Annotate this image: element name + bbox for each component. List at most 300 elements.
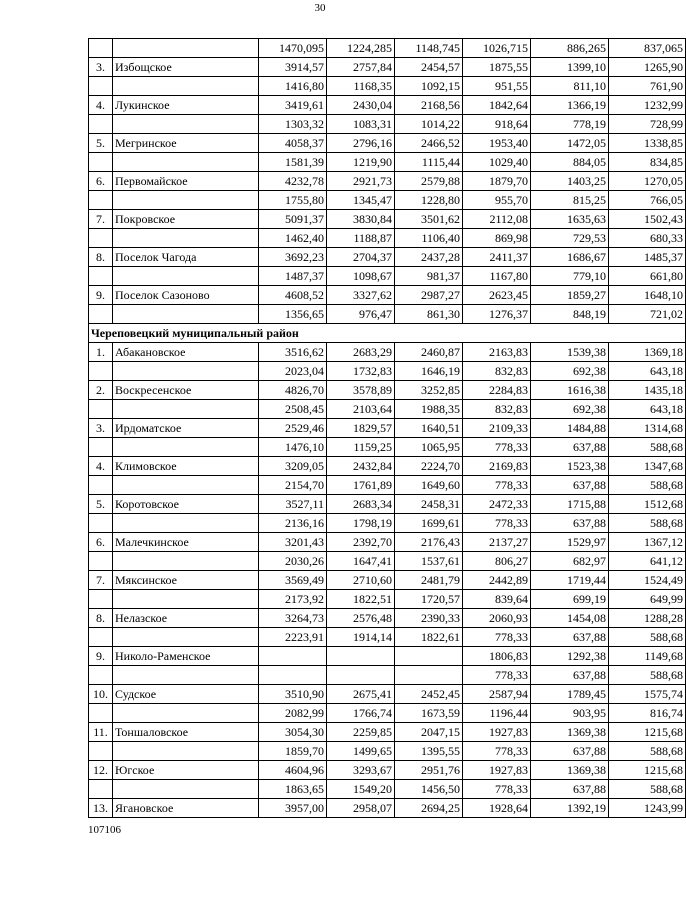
value-cell: 1822,51 <box>327 590 395 609</box>
value-cell: 3527,11 <box>259 495 327 514</box>
value-cell: 643,18 <box>609 362 686 381</box>
settlement-name <box>113 191 259 210</box>
value-cell: 1369,38 <box>531 723 609 742</box>
page-number: 30 <box>314 2 326 14</box>
value-cell: 1148,745 <box>395 39 463 58</box>
value-cell: 918,64 <box>463 115 531 134</box>
value-cell: 2529,46 <box>259 419 327 438</box>
value-cell: 839,64 <box>463 590 531 609</box>
value-cell: 588,68 <box>609 514 686 533</box>
value-cell: 2154,70 <box>259 476 327 495</box>
value-cell: 837,065 <box>609 39 686 58</box>
value-cell: 1512,68 <box>609 495 686 514</box>
value-cell: 2796,16 <box>327 134 395 153</box>
settlement-name: Нелазское <box>113 609 259 628</box>
value-cell: 1014,22 <box>395 115 463 134</box>
value-cell: 1029,40 <box>463 153 531 172</box>
row-number: 8. <box>89 609 113 628</box>
value-cell: 2683,29 <box>327 343 395 362</box>
value-cell: 1303,32 <box>259 115 327 134</box>
value-cell: 2112,08 <box>463 210 531 229</box>
settlement-name: Николо-Раменское <box>113 647 259 666</box>
table-row <box>89 723 686 742</box>
value-cell: 3264,73 <box>259 609 327 628</box>
value-cell: 1314,68 <box>609 419 686 438</box>
table-row <box>89 476 686 495</box>
row-number: 9. <box>89 286 113 305</box>
row-number: 5. <box>89 495 113 514</box>
value-cell: 1485,37 <box>609 248 686 267</box>
value-cell: 1215,68 <box>609 723 686 742</box>
value-cell: 3830,84 <box>327 210 395 229</box>
row-number: 3. <box>89 58 113 77</box>
value-cell: 2757,84 <box>327 58 395 77</box>
value-cell: 1356,65 <box>259 305 327 324</box>
value-cell: 766,05 <box>609 191 686 210</box>
value-cell: 637,88 <box>531 438 609 457</box>
table-row <box>89 229 686 248</box>
settlement-name: Климовское <box>113 457 259 476</box>
value-cell: 1149,68 <box>609 647 686 666</box>
value-cell: 1369,18 <box>609 343 686 362</box>
value-cell: 1167,80 <box>463 267 531 286</box>
row-number <box>89 305 113 324</box>
value-cell: 1523,38 <box>531 457 609 476</box>
table-row <box>89 666 686 685</box>
value-cell: 1470,095 <box>259 39 327 58</box>
value-cell: 779,10 <box>531 267 609 286</box>
settlement-name: Ирдоматское <box>113 419 259 438</box>
value-cell: 649,99 <box>609 590 686 609</box>
table-row <box>89 590 686 609</box>
value-cell: 2390,33 <box>395 609 463 628</box>
settlement-name: Воскресенское <box>113 381 259 400</box>
row-number <box>89 780 113 799</box>
row-number <box>89 191 113 210</box>
value-cell: 1581,39 <box>259 153 327 172</box>
value-cell: 834,85 <box>609 153 686 172</box>
value-cell: 1502,43 <box>609 210 686 229</box>
value-cell: 729,53 <box>531 229 609 248</box>
value-cell: 1806,83 <box>463 647 531 666</box>
table-row <box>89 400 686 419</box>
value-cell: 1232,99 <box>609 96 686 115</box>
value-cell: 588,68 <box>609 780 686 799</box>
table-row <box>89 153 686 172</box>
value-cell: 2704,37 <box>327 248 395 267</box>
value-cell: 1224,285 <box>327 39 395 58</box>
settlement-name: Тоншаловское <box>113 723 259 742</box>
value-cell: 588,68 <box>609 666 686 685</box>
settlement-name <box>113 362 259 381</box>
value-cell: 2023,04 <box>259 362 327 381</box>
row-number <box>89 153 113 172</box>
settlement-name: Первомайское <box>113 172 259 191</box>
table-row <box>89 362 686 381</box>
value-cell: 1083,31 <box>327 115 395 134</box>
value-cell: 3501,62 <box>395 210 463 229</box>
value-cell: 1270,05 <box>609 172 686 191</box>
settlement-name <box>113 514 259 533</box>
value-cell: 976,47 <box>327 305 395 324</box>
value-cell: 721,02 <box>609 305 686 324</box>
value-cell: 778,33 <box>463 780 531 799</box>
value-cell: 951,55 <box>463 77 531 96</box>
row-number <box>89 514 113 533</box>
value-cell: 2060,93 <box>463 609 531 628</box>
value-cell <box>327 647 395 666</box>
value-cell: 692,38 <box>531 400 609 419</box>
settlement-name <box>113 742 259 761</box>
value-cell: 5091,37 <box>259 210 327 229</box>
settlement-name <box>113 153 259 172</box>
value-cell: 811,10 <box>531 77 609 96</box>
value-cell: 1699,61 <box>395 514 463 533</box>
value-cell: 637,88 <box>531 476 609 495</box>
row-number: 11. <box>89 723 113 742</box>
value-cell: 1484,88 <box>531 419 609 438</box>
value-cell: 1416,80 <box>259 77 327 96</box>
value-cell: 778,33 <box>463 438 531 457</box>
value-cell: 637,88 <box>531 628 609 647</box>
value-cell: 778,33 <box>463 742 531 761</box>
value-cell <box>327 666 395 685</box>
row-number <box>89 628 113 647</box>
value-cell: 3054,30 <box>259 723 327 742</box>
value-cell: 884,05 <box>531 153 609 172</box>
settlement-name <box>113 552 259 571</box>
value-cell: 3419,61 <box>259 96 327 115</box>
value-cell: 4232,78 <box>259 172 327 191</box>
value-cell: 4604,96 <box>259 761 327 780</box>
settlement-name <box>113 267 259 286</box>
value-cell: 2168,56 <box>395 96 463 115</box>
value-cell: 2437,28 <box>395 248 463 267</box>
value-cell: 2694,25 <box>395 799 463 818</box>
row-number: 6. <box>89 172 113 191</box>
value-cell: 2173,92 <box>259 590 327 609</box>
value-cell: 806,27 <box>463 552 531 571</box>
settlement-name: Поселок Чагода <box>113 248 259 267</box>
settlement-name <box>113 590 259 609</box>
table-row <box>89 343 686 362</box>
value-cell: 1673,59 <box>395 704 463 723</box>
value-cell: 2392,70 <box>327 533 395 552</box>
row-number: 10. <box>89 685 113 704</box>
row-number: 3. <box>89 419 113 438</box>
row-number <box>89 229 113 248</box>
value-cell: 1647,41 <box>327 552 395 571</box>
value-cell <box>395 666 463 685</box>
table-row <box>89 134 686 153</box>
table-row <box>89 552 686 571</box>
value-cell: 1766,74 <box>327 704 395 723</box>
value-cell: 692,38 <box>531 362 609 381</box>
value-cell: 2223,91 <box>259 628 327 647</box>
value-cell: 1953,40 <box>463 134 531 153</box>
value-cell: 1842,64 <box>463 96 531 115</box>
value-cell: 2136,16 <box>259 514 327 533</box>
value-cell: 2452,45 <box>395 685 463 704</box>
table-row <box>89 761 686 780</box>
value-cell: 637,88 <box>531 666 609 685</box>
value-cell: 1859,27 <box>531 286 609 305</box>
settlement-name <box>113 400 259 419</box>
value-cell: 1159,25 <box>327 438 395 457</box>
row-number: 7. <box>89 210 113 229</box>
value-cell: 3569,49 <box>259 571 327 590</box>
value-cell: 1369,38 <box>531 761 609 780</box>
table-row <box>89 704 686 723</box>
table-row <box>89 210 686 229</box>
value-cell: 1403,25 <box>531 172 609 191</box>
value-cell: 637,88 <box>531 742 609 761</box>
value-cell: 3201,43 <box>259 533 327 552</box>
value-cell: 1829,57 <box>327 419 395 438</box>
row-number <box>89 400 113 419</box>
value-cell: 1215,68 <box>609 761 686 780</box>
value-cell: 3327,62 <box>327 286 395 305</box>
value-cell: 816,74 <box>609 704 686 723</box>
value-cell: 637,88 <box>531 514 609 533</box>
table-row <box>89 39 686 58</box>
settlement-name <box>113 39 259 58</box>
value-cell: 1106,40 <box>395 229 463 248</box>
value-cell: 2683,34 <box>327 495 395 514</box>
value-cell: 2169,83 <box>463 457 531 476</box>
row-number <box>89 267 113 286</box>
settlement-name <box>113 229 259 248</box>
table-row <box>89 514 686 533</box>
settlement-name: Коротовское <box>113 495 259 514</box>
value-cell: 1345,47 <box>327 191 395 210</box>
value-cell: 3209,05 <box>259 457 327 476</box>
value-cell: 680,33 <box>609 229 686 248</box>
row-number: 1. <box>89 343 113 362</box>
settlement-name: Покровское <box>113 210 259 229</box>
value-cell: 2958,07 <box>327 799 395 818</box>
table-row <box>89 419 686 438</box>
value-cell: 1914,14 <box>327 628 395 647</box>
table-row <box>89 780 686 799</box>
row-number: 9. <box>89 647 113 666</box>
settlement-name: Лукинское <box>113 96 259 115</box>
value-cell: 3692,23 <box>259 248 327 267</box>
value-cell: 981,37 <box>395 267 463 286</box>
table-row <box>89 647 686 666</box>
table-row <box>89 609 686 628</box>
table-row <box>89 571 686 590</box>
value-cell: 588,68 <box>609 438 686 457</box>
row-number <box>89 362 113 381</box>
value-cell: 2454,57 <box>395 58 463 77</box>
value-cell: 1928,64 <box>463 799 531 818</box>
table-row <box>89 438 686 457</box>
value-cell: 1228,80 <box>395 191 463 210</box>
settlement-name: Мегринское <box>113 134 259 153</box>
value-cell: 955,70 <box>463 191 531 210</box>
row-number <box>89 590 113 609</box>
settlement-name <box>113 115 259 134</box>
value-cell: 643,18 <box>609 400 686 419</box>
table-row <box>89 191 686 210</box>
value-cell: 1719,44 <box>531 571 609 590</box>
table-row <box>89 286 686 305</box>
value-cell: 2466,52 <box>395 134 463 153</box>
value-cell: 1288,28 <box>609 609 686 628</box>
value-cell: 761,90 <box>609 77 686 96</box>
value-cell: 2163,83 <box>463 343 531 362</box>
value-cell: 778,33 <box>463 628 531 647</box>
row-number: 4. <box>89 457 113 476</box>
value-cell <box>395 647 463 666</box>
settlement-name <box>113 628 259 647</box>
value-cell: 1487,37 <box>259 267 327 286</box>
value-cell: 2472,33 <box>463 495 531 514</box>
value-cell: 3510,90 <box>259 685 327 704</box>
value-cell: 903,95 <box>531 704 609 723</box>
value-cell: 1755,80 <box>259 191 327 210</box>
table-row <box>89 628 686 647</box>
value-cell: 1065,95 <box>395 438 463 457</box>
value-cell: 1798,19 <box>327 514 395 533</box>
settlement-name: Судское <box>113 685 259 704</box>
value-cell: 2587,94 <box>463 685 531 704</box>
table-row <box>89 685 686 704</box>
value-cell: 2675,41 <box>327 685 395 704</box>
value-cell: 2623,45 <box>463 286 531 305</box>
value-cell: 2082,99 <box>259 704 327 723</box>
settlement-name: Мяксинское <box>113 571 259 590</box>
section-header-row <box>89 324 686 343</box>
value-cell: 778,33 <box>463 666 531 685</box>
value-cell: 778,33 <box>463 514 531 533</box>
row-number: 7. <box>89 571 113 590</box>
value-cell: 1243,99 <box>609 799 686 818</box>
value-cell: 2951,76 <box>395 761 463 780</box>
row-number: 13. <box>89 799 113 818</box>
value-cell: 2432,84 <box>327 457 395 476</box>
row-number: 2. <box>89 381 113 400</box>
table-row <box>89 248 686 267</box>
value-cell: 1395,55 <box>395 742 463 761</box>
value-cell: 2284,83 <box>463 381 531 400</box>
value-cell: 2259,85 <box>327 723 395 742</box>
value-cell: 815,25 <box>531 191 609 210</box>
value-cell: 2579,88 <box>395 172 463 191</box>
row-number <box>89 552 113 571</box>
value-cell: 2176,43 <box>395 533 463 552</box>
row-number <box>89 476 113 495</box>
value-cell: 1863,65 <box>259 780 327 799</box>
value-cell: 1539,38 <box>531 343 609 362</box>
value-cell: 2576,48 <box>327 609 395 628</box>
value-cell: 682,97 <box>531 552 609 571</box>
section-title: Череповецкий муниципальный район <box>89 324 686 343</box>
value-cell: 2458,31 <box>395 495 463 514</box>
document-code: 107106 <box>88 824 121 836</box>
value-cell: 637,88 <box>531 780 609 799</box>
settlement-name <box>113 438 259 457</box>
value-cell: 1686,67 <box>531 248 609 267</box>
value-cell: 1720,57 <box>395 590 463 609</box>
value-cell: 1196,44 <box>463 704 531 723</box>
value-cell: 4826,70 <box>259 381 327 400</box>
value-cell: 1646,19 <box>395 362 463 381</box>
value-cell: 588,68 <box>609 476 686 495</box>
value-cell: 1732,83 <box>327 362 395 381</box>
table-row <box>89 305 686 324</box>
settlement-name: Избощское <box>113 58 259 77</box>
settlement-name: Югское <box>113 761 259 780</box>
table-body <box>89 39 686 818</box>
value-cell: 832,83 <box>463 400 531 419</box>
value-cell: 2411,37 <box>463 248 531 267</box>
table-row <box>89 58 686 77</box>
value-cell: 1367,12 <box>609 533 686 552</box>
value-cell: 4608,52 <box>259 286 327 305</box>
value-cell: 3516,62 <box>259 343 327 362</box>
tariff-table <box>88 38 686 818</box>
row-number <box>89 704 113 723</box>
value-cell: 1435,18 <box>609 381 686 400</box>
value-cell: 1875,55 <box>463 58 531 77</box>
value-cell: 1115,44 <box>395 153 463 172</box>
value-cell: 588,68 <box>609 742 686 761</box>
value-cell: 3252,85 <box>395 381 463 400</box>
value-cell: 886,265 <box>531 39 609 58</box>
value-cell: 3957,00 <box>259 799 327 818</box>
row-number <box>89 666 113 685</box>
table-row <box>89 77 686 96</box>
table-row <box>89 457 686 476</box>
value-cell: 1092,15 <box>395 77 463 96</box>
value-cell: 1456,50 <box>395 780 463 799</box>
settlement-name: Поселок Сазоново <box>113 286 259 305</box>
value-cell: 1715,88 <box>531 495 609 514</box>
value-cell: 1265,90 <box>609 58 686 77</box>
table-row <box>89 172 686 191</box>
settlement-name <box>113 77 259 96</box>
value-cell: 2103,64 <box>327 400 395 419</box>
settlement-name <box>113 704 259 723</box>
table-row <box>89 96 686 115</box>
value-cell: 1168,35 <box>327 77 395 96</box>
value-cell: 1454,08 <box>531 609 609 628</box>
value-cell: 1366,19 <box>531 96 609 115</box>
value-cell: 1472,05 <box>531 134 609 153</box>
value-cell: 2508,45 <box>259 400 327 419</box>
value-cell: 3578,89 <box>327 381 395 400</box>
value-cell: 861,30 <box>395 305 463 324</box>
table-row <box>89 267 686 286</box>
value-cell: 588,68 <box>609 628 686 647</box>
value-cell: 2030,26 <box>259 552 327 571</box>
table-row <box>89 533 686 552</box>
value-cell: 1988,35 <box>395 400 463 419</box>
value-cell: 1292,38 <box>531 647 609 666</box>
value-cell: 1524,49 <box>609 571 686 590</box>
settlement-name <box>113 305 259 324</box>
value-cell: 1927,83 <box>463 761 531 780</box>
value-cell: 2921,73 <box>327 172 395 191</box>
settlement-name <box>113 476 259 495</box>
table-row <box>89 495 686 514</box>
value-cell: 2442,89 <box>463 571 531 590</box>
value-cell: 1549,20 <box>327 780 395 799</box>
value-cell: 1648,10 <box>609 286 686 305</box>
value-cell: 1476,10 <box>259 438 327 457</box>
